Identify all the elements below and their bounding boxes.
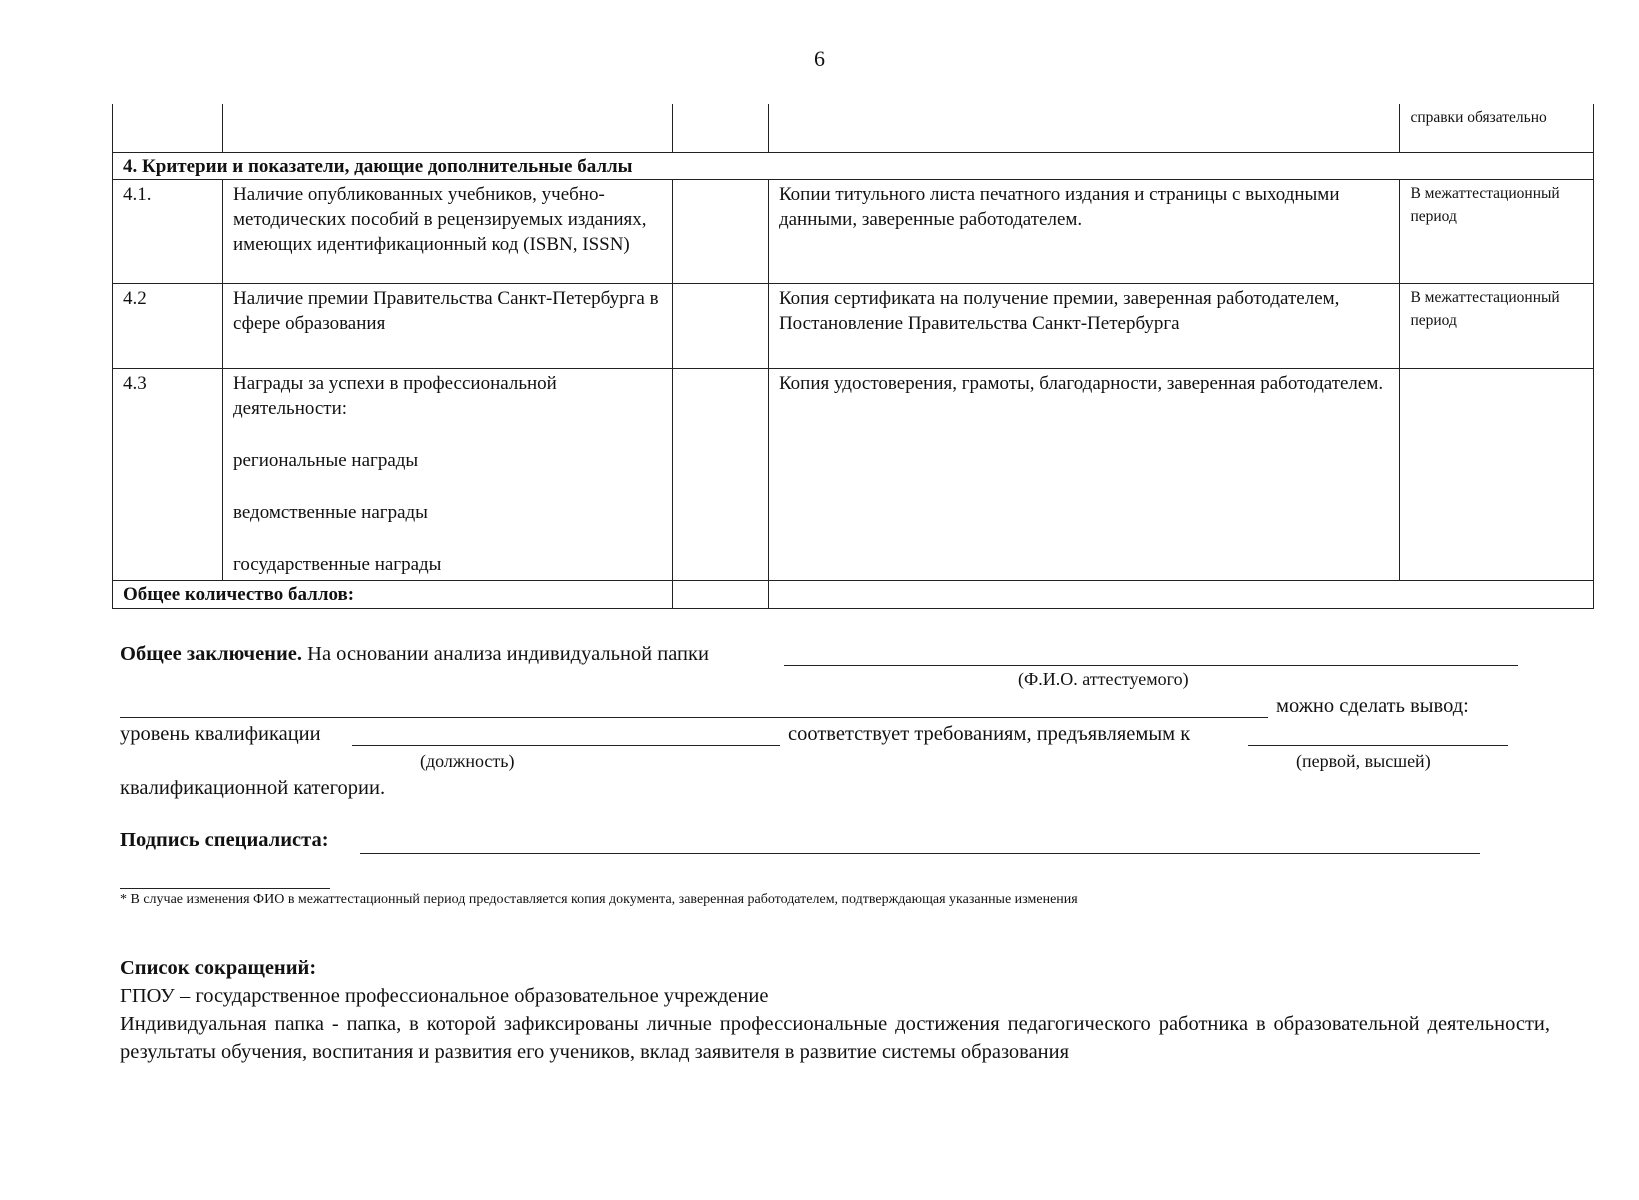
row-number: 4.2 — [113, 283, 223, 368]
table-row — [113, 179, 1594, 283]
fio-caption: (Ф.И.О. аттестуемого) — [1018, 669, 1189, 689]
points-cell — [673, 283, 769, 368]
total-label: Общее количество баллов: — [113, 580, 673, 608]
total-points-cell — [673, 580, 769, 608]
abbreviations-title: Список сокращений: — [120, 957, 317, 979]
documents-cell: Копия сертификата на получение премии, заверенная работодателем, Постановление Правительства Санкт-Петербурга — [768, 283, 1400, 368]
total-row — [113, 580, 1594, 608]
category-caption: (первой, высшей) — [1296, 751, 1431, 771]
indicator-cell: Наличие опубликованных учебников, учебно-методических пособий в рецензируемых изданиях, имеющих идентификационный код (ISBN, ISSN) — [223, 179, 673, 283]
abbreviations-block — [120, 954, 1550, 1066]
abbreviation-item: Индивидуальная папка - папка, в которой зафиксированы личные профессиональные достижения педагогического работника в образовательной деятельности, результаты обучения, воспитания и развития его учеников, вклад заявителя в развитие системы образования — [120, 1013, 1550, 1063]
indicator-cell: Наличие премии Правительства Санкт-Петербурга в сфере образования — [223, 283, 673, 368]
conclusion-text: На основании анализа индивидуальной папки — [307, 643, 709, 665]
row-number: 4.1. — [113, 179, 223, 283]
award-item: ведомственные награды — [233, 501, 428, 523]
period-cell: В межаттестационный период — [1400, 179, 1594, 283]
row-number: 4.3 — [113, 368, 223, 580]
category-blank[interactable] — [1248, 745, 1508, 746]
footnote-divider — [120, 888, 330, 889]
points-cell — [673, 179, 769, 283]
award-item: государственные награды — [233, 553, 442, 575]
position-caption: (должность) — [420, 751, 515, 771]
conclusion-title: Общее заключение. — [120, 643, 303, 665]
table-row — [113, 368, 1594, 580]
table-row — [113, 283, 1594, 368]
documents-cell: Копии титульного листа печатного издания и страницы с выходными данными, заверенные работодателем. — [768, 179, 1400, 283]
conclusion-text: квалификационной категории. — [120, 777, 386, 799]
indicator-text: Награды за успехи в профессиональной деятельности: — [233, 372, 557, 419]
section-header-row — [113, 152, 1594, 179]
section-title: 4. Критерии и показатели, дающие дополнительные баллы — [113, 152, 1594, 179]
award-item: региональные награды — [233, 449, 419, 471]
documents-cell: Копия удостоверения, грамоты, благодарности, заверенная работодателем. — [768, 368, 1400, 580]
period-cell: В межаттестационный период — [1400, 283, 1594, 368]
abbreviation-item: ГПОУ – государственное профессиональное образовательное учреждение — [120, 985, 769, 1007]
position-blank[interactable] — [352, 745, 780, 746]
page-number: 6 — [814, 46, 825, 71]
period-cell — [1400, 368, 1594, 580]
fio-blank[interactable] — [784, 665, 1518, 666]
table-row-continuation — [113, 104, 1594, 152]
conclusion-text: соответствует требованиям, предъявляемым к — [788, 723, 1191, 745]
conclusion-text: можно сделать вывод: — [1276, 695, 1469, 717]
indicator-cell — [223, 368, 673, 580]
signature-label: Подпись специалиста: — [120, 829, 329, 851]
fio-blank-continued[interactable] — [120, 717, 1268, 718]
total-empty-cell — [768, 580, 1593, 608]
signature-blank[interactable] — [360, 853, 1480, 854]
conclusion-line-1 — [120, 643, 709, 666]
footnote: * В случае изменения ФИО в межаттестационный период предоставляется копия документа, заверенная работодателем, подтверждающая указанные изменения — [120, 892, 1078, 907]
period-cell: справки обязательно — [1400, 104, 1594, 152]
points-cell — [673, 368, 769, 580]
criteria-table — [112, 104, 1594, 609]
conclusion-text: уровень квалификации — [120, 723, 321, 745]
